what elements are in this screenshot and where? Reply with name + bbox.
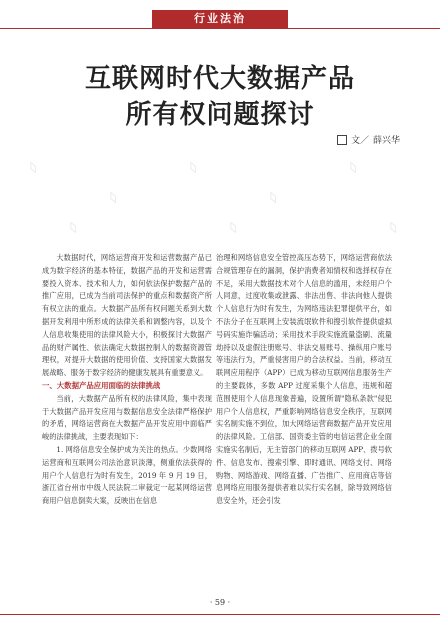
article-title-line1: 互联网时代大数据产品 (84, 64, 355, 94)
paragraph: 大数据时代，网络运营商开发和运营数据产品已成为数字经济的基本特征，数据产品的开发和运营需要投入资本、技术和人力，如何依法保护数据产品的推广应用，已成为当前司法保护的重点和数据资产所有权立法的重点。大数据产品所有权问题关系到大数据开发利用中所形成的法律关系和调整内容，以及个人信息收集使用的法律风险大小，积极探讨大数据产品的财产属性、依法确定大数据控制人的数据资源管理权，对提升大数据的使用价值、支持国家大数据发展战略、服务于数字经济的健康发展具有重要意义。 (42, 253, 212, 378)
subheading: 一、大数据产品应用面临的法律挑战 (42, 380, 161, 390)
right-column (216, 252, 392, 508)
paragraph: 当前，大数据产品所有权的法律风险，集中表现于大数据产品开发应用与数据信息安全法律严格保护的矛盾，网络运营商在大数据产品开发应用中面临严峻的法律挑战，主要表现如下： (42, 393, 212, 442)
watermark-pattern: ◊ ◊ ◊ ◊ ◊ ◊ ◊ ◊ (27, 159, 399, 235)
byline (337, 133, 400, 146)
page-number: · 59 · (209, 598, 231, 607)
header-rule (0, 28, 440, 29)
byline-prefix: 文／ (350, 136, 369, 146)
paragraph: 治理和网络信息安全管控高压态势下，网络运营商依法合规管理存在的漏洞，保护消费者知情权和选择权存在不足，采用大数据技术对个人信息的滥用，未经用户个人同意，过度收集或泄露、非法出售、非法向他人提供个人信息行为时有发生，为网络违法犯罪提供平台，如不法分子在互联网上安装流氓软件和搜引软件提供虚拟号码实施诈骗活动；采用技术手段实施流量盗刷、流量劫持以及虚假注册账号、非法交易账号、操纵用户账号等违法行为，严重侵害用户的合法权益。当前，移动互联网应用程序（APP）已成为移动互联网信息服务生产的主要载体，多数 APP 过度采集个人信息，违规和超范围使用个人信息现象普遍，设置所谓"隐私条款"侵犯用户个人信息权，严重影响网络信息安全秩序，互联网实名制实施不到位，加大网络运营商数据产品开发应用的法律风险。工信部、国资委主管的电信运营企业全面实施实名制后，无主管部门的移动互联网 APP、拨号软件、信息发布、搜索引擎、即时通讯、网络支付、网络购物、网络游戏、网络直播、广告推广、应用商店等信息网络应用服务提供者难以实行实名制，除导致网络信息安全外，还会引发 (216, 253, 392, 506)
square-icon (337, 135, 347, 145)
footer-rule (0, 614, 440, 615)
section-label: 行业法治 (152, 10, 288, 28)
author-name: 薛兴华 (372, 136, 400, 146)
paragraph: 1. 网络信息安全保护成为关注的热点。少数网络运营商和互联网公司法治意识淡薄，侧重依法获得的用户个人信息行为时有发生，2019 年 9 月 19 日，浙江省台州市中级人民法院二审裁定一起某网络运营商用户信息倒卖大案，反映出在信息 (42, 444, 212, 506)
left-column (42, 252, 212, 508)
article-title-line2: 所有权问题探讨 (125, 100, 315, 130)
